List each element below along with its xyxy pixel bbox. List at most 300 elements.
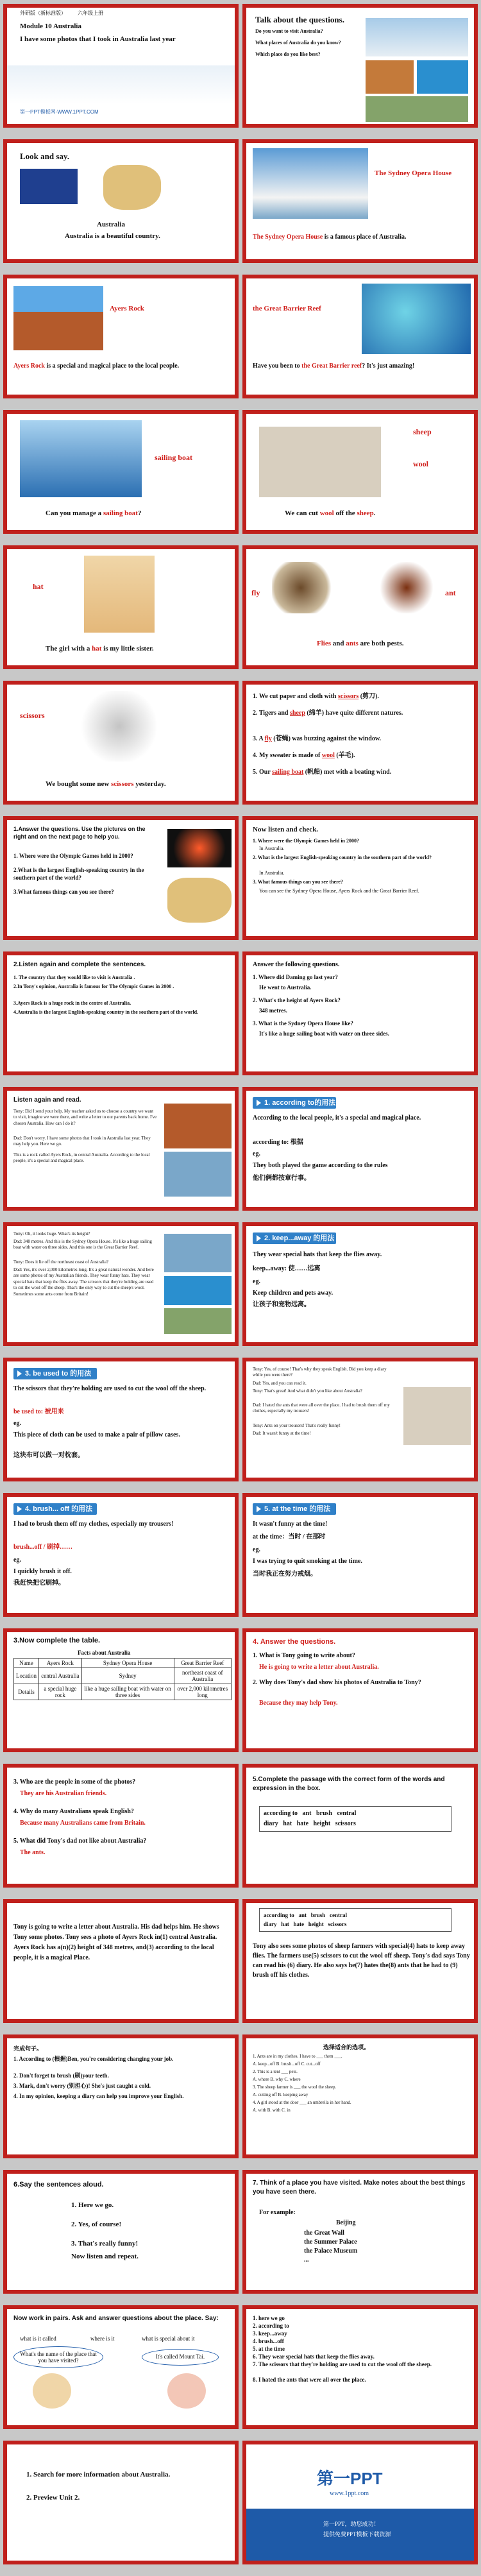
dialog-3: Tony: Does it lie off the northeast coast of Australia? [13, 1259, 109, 1265]
slide-15[interactable] [3, 951, 239, 1075]
slide-10[interactable] [242, 545, 478, 669]
a27-2: Because many Australians came from Britain. [20, 1820, 146, 1827]
arrow-icon [257, 1506, 261, 1512]
place-item-1: the Great Wall [304, 2230, 344, 2237]
ayers-rock-sentence [13, 362, 232, 371]
slide-31[interactable] [3, 2034, 239, 2158]
child-figure-1 [33, 2373, 71, 2409]
ayers-red: Ayers Rock [13, 363, 45, 370]
slide-8[interactable] [242, 410, 478, 534]
sheep-red: sheep [357, 509, 374, 517]
dialog-2: Dad: 348 metres. And this is the Sydney Opera House. It's like a huge sailing boat with water on three sides. And this one is the Great Barrier Reef. [13, 1239, 152, 1250]
q13-2: 2.What is the largest English-speaking country in the southern part of the world? [13, 867, 144, 882]
word-box-2 [259, 1908, 451, 1932]
complete-2: 2.In Tony's opinion, Australia is famous for The Olympic Games in 2000 . [13, 984, 174, 989]
row-12 [0, 1493, 481, 1617]
a26-2: Because they may help Tony. [259, 1700, 338, 1707]
wool-label: wool [413, 459, 428, 468]
ayers-rest: is a special and magical place to the local people. [44, 363, 180, 370]
pests-post: are both pests. [358, 640, 404, 647]
hat-red: hat [92, 645, 102, 653]
slide-38[interactable] [242, 2441, 478, 2564]
a27-1: They are his Australian friends. [20, 1790, 107, 1797]
check-3: 3. What famous things can you see there? [253, 879, 344, 885]
used-to-bar [13, 1368, 97, 1379]
say-aloud-title: 6.Say the sentences aloud. [13, 2181, 104, 2188]
answer-instruction: 1.Answer the questions. Use the pictures on the right and on the next page to help you. [13, 826, 146, 840]
grade-line: 六年级上册 [78, 10, 103, 16]
scissors-post: yesterday. [133, 780, 166, 788]
fill-2-post: (绵羊) have quite different natures. [305, 710, 403, 717]
check-2: 2. What is the largest English-speaking country in the southern part of the world? [253, 855, 432, 860]
check-1: 1. Where were the Olympic Games held in 2000? [253, 838, 359, 844]
choose-4: 4. A girl stood at the door ___ an umbrella in her hand. [253, 2100, 351, 2105]
word: ant [302, 1810, 312, 1817]
question-2: What places of Australia do you know? [255, 40, 341, 46]
hat-label: hat [33, 582, 44, 591]
slide-23[interactable] [3, 1493, 239, 1617]
choose-1: 1. Ants are in my clothes. I have to ___ them ___. [253, 2054, 342, 2059]
fill-5-pre: 5. Our [253, 769, 273, 776]
table-cell: northeast coast of Australia [174, 1668, 231, 1684]
slide-5[interactable] [3, 275, 239, 398]
dialog-photo-2 [164, 1276, 232, 1305]
q13-1: 1. Where were the Olympic Games held in 2000? [13, 853, 133, 859]
cover-image [7, 65, 235, 104]
slide-7[interactable] [3, 410, 239, 534]
cover-sentence: I have some photos that I took in Australia last year [20, 35, 176, 43]
word: central [337, 1810, 357, 1817]
facts-table [13, 1658, 232, 1700]
map-photo [167, 878, 232, 923]
reef-post: ? It's just amazing! [362, 363, 415, 370]
used-eg: eg. [13, 1420, 21, 1427]
q26-2: 2. Why does Tony's dad show his photos of Australia to Tony? [253, 1679, 421, 1686]
summary-1: 1. here we go [253, 2315, 285, 2321]
brush-note: brush...off / 刷掉…… [13, 1544, 72, 1551]
australia-flag [20, 169, 78, 204]
table-title-instruction: 3.Now complete the table. [13, 1637, 101, 1644]
wool-post: . [373, 509, 376, 517]
passage-1: Tony is going to write a letter about Australia. His dad helps him. He shows Tony some photos. Tony sees a photo of Ayers Rock in(1) central Australia. Ayers Rock has a(n)(2) height of 348 metres, and(3) according to the local people, it is a magical Place. [13, 1923, 219, 1961]
reef-image [417, 60, 468, 94]
slide-25[interactable] [3, 1628, 239, 1752]
row-8 [0, 951, 481, 1075]
q27-3: 5. What did Tony's dad not like about Australia? [13, 1838, 147, 1845]
row-15 [0, 1899, 481, 2023]
row-6 [0, 681, 481, 805]
talk-title: Talk about the questions. [255, 15, 344, 24]
table-header: Name [14, 1659, 39, 1668]
read-2: Dad: Don't worry. I have some photos that I took in Australia last year. They may help you. Here we go. [13, 1136, 151, 1147]
slide-32[interactable] [242, 2034, 478, 2158]
girl-hat-photo [84, 556, 155, 633]
opera-house-photo [253, 148, 368, 219]
wool-mid: off the [333, 509, 357, 517]
word: hat [283, 1820, 292, 1827]
brush-eg: eg. [13, 1557, 21, 1564]
fill-line-2 [253, 709, 471, 718]
row-16 [0, 2034, 481, 2158]
table-cell: Location [14, 1668, 39, 1684]
say-2: 2. Yes, of course! [71, 2221, 122, 2228]
keep-translation: 让孩子和宠物远离。 [253, 1301, 310, 1308]
sailing-sentence [46, 509, 141, 518]
word: hat [281, 1921, 289, 1928]
slide-27[interactable] [3, 1764, 239, 1888]
pair-q3: what is special about it [142, 2335, 195, 2342]
read-1: Tony: Did I send your help. My teacher asked us to choose a country we want to visit, imagine we were there, and write a letter to our parents back home. I've chosen Australia. How can I do it? [13, 1109, 157, 1126]
fill-5-answer: sailing boat [272, 769, 304, 776]
speech-bubble-2: It's called Mount Tai. [142, 2349, 219, 2366]
cs-2: 2. Don't forget to brush (刷)your teeth. [13, 2072, 109, 2079]
slide-35[interactable] [3, 2305, 239, 2429]
ppt-line-1: 第一PPT，助您成功！ [323, 2521, 380, 2527]
dialog-photo-3 [164, 1308, 232, 1334]
summary-4: 4. brush...off [253, 2338, 284, 2344]
slide-2[interactable] [242, 4, 478, 128]
hat-sentence [46, 644, 154, 654]
slide-34[interactable] [242, 2170, 478, 2294]
slide-26[interactable] [242, 1628, 478, 1752]
row-1 [0, 4, 481, 128]
slide-13[interactable] [3, 816, 239, 940]
pests-sentence [317, 639, 404, 649]
slide-20[interactable] [242, 1222, 478, 1346]
choose-2: 2. This is a tent ___ pets. [253, 2069, 298, 2074]
row-4 [0, 410, 481, 534]
row-3 [0, 275, 481, 398]
passage-instruction: 5.Complete the passage with the correct form of the words and expression in the box. [253, 1776, 445, 1792]
row-5 [0, 545, 481, 669]
word: scissors [328, 1921, 347, 1928]
dialog-photo-1 [164, 1234, 232, 1272]
word: brush [316, 1810, 332, 1817]
time-translation: 当时我正在努力戒烟。 [253, 1571, 317, 1578]
pair-q2: where is it [90, 2335, 115, 2342]
fill-3-post: (苍蝇) was buzzing against the window. [271, 735, 382, 742]
word: according to [264, 1912, 294, 1918]
sailing-boat-label: sailing boat [155, 453, 193, 462]
complete-3: 3.Ayers Rock is a huge rock in the centre of Australia. [13, 1000, 131, 1006]
slide-11[interactable] [3, 681, 239, 805]
summary-3: 3. keep...away [253, 2330, 287, 2337]
ant-label: ant [445, 588, 456, 597]
cs-4: 4. In my opinion, keeping a diary can help you improve your English. [13, 2093, 184, 2099]
cover-footer: 第一PPT模板网-WWW.1PPT.COM [20, 109, 99, 115]
table-cell: Sydney [81, 1668, 174, 1684]
dialog22-1: Tony: Yes, of course! That's why they speak English. Did you keep a diary while you were there? [253, 1367, 387, 1378]
word: central [330, 1912, 348, 1918]
opera-house-image [366, 18, 468, 56]
fill-2-pre: 2. Tigers and [253, 710, 290, 717]
arrow-icon [257, 1100, 261, 1106]
word: height [308, 1921, 324, 1928]
choose-2-opts: A. where B. why C. where [253, 2077, 301, 2082]
pests-mid: and [331, 640, 346, 647]
dialog22-3: Tony: That's great! And what didn't you like about Australia? [253, 1388, 362, 1394]
arrow-icon [17, 1506, 22, 1512]
fill-line-4 [253, 751, 471, 760]
opera-house-label: The Sydney Opera House [375, 169, 452, 177]
cs-3: 3. Mark, don't worry (别担心)! She's just caught a cold. [13, 2083, 151, 2089]
ant-photo [375, 562, 439, 613]
sailing-red: sailing boat [103, 509, 138, 517]
slide-16[interactable] [242, 951, 478, 1075]
according-eg: eg. [253, 1150, 260, 1157]
scissors-photo [78, 691, 161, 762]
facts-table-title: Facts about Australia [78, 1650, 131, 1656]
say-3: 3. That's really funny! [71, 2240, 139, 2248]
check-1-answer: In Australia. [259, 846, 285, 851]
place-item-3: the Palace Museum [304, 2248, 358, 2255]
sailing-boat-photo [20, 420, 142, 497]
listen-read-title: Listen again and read. [13, 1096, 81, 1104]
row-13 [0, 1628, 481, 1752]
homework-2: 2. Preview Unit 2. [26, 2494, 80, 2502]
table-row [14, 1684, 232, 1700]
reef-sentence [253, 362, 471, 371]
think-place-title: 7. Think of a place you have visited. Make notes about the best things you have seen there. [253, 2179, 466, 2196]
table-row [14, 1668, 232, 1684]
choose-4-opts: A. with B. with C. in [253, 2108, 291, 2113]
dialog22-6: Dad: It wasn't funny at the time! [253, 1431, 311, 1436]
question-3: Which place do you like best? [255, 51, 321, 57]
wool-red: wool [319, 509, 334, 517]
row-10 [0, 1222, 481, 1346]
keep-example: Keep children and pets away. [253, 1290, 333, 1297]
australia-sentence: Australia is a beautiful country. [65, 232, 160, 240]
ppt-line-2: 提供免费PPT模板下载资源 [323, 2531, 391, 2538]
slide-3[interactable] [3, 139, 239, 263]
brush-off-bar-label: 4. brush... off 的用法 [25, 1505, 93, 1513]
pair-work-title: Now work in pairs. Ask and answer questions about the place. Say: [13, 2315, 219, 2322]
opera-house-red: The Sydney Opera House [253, 234, 323, 241]
a27-3: The ants. [20, 1849, 46, 1856]
cs-1: 1. According to (根据)Ben, you're considering changing your job. [13, 2056, 174, 2062]
slide-29[interactable] [3, 1899, 239, 2023]
slide-1[interactable] [3, 4, 239, 128]
choose-3: 3. The sheep farmer is ___ the wool the sheep. [253, 2085, 337, 2090]
module-title: Module 10 Australia [20, 22, 81, 30]
q26-1: 1. What is Tony going to write about? [253, 1652, 355, 1659]
fill-line-3 [253, 735, 471, 744]
fill-3-answer: fly [264, 735, 272, 742]
fill-4-pre: 4. My sweater is made of [253, 752, 322, 759]
table-header-row [14, 1659, 232, 1668]
ayers-rock-label: Ayers Rock [110, 305, 144, 312]
slide-9[interactable] [3, 545, 239, 669]
word: diary [264, 1820, 278, 1827]
table-cell: a special huge rock [39, 1684, 82, 1700]
place-item-2: the Summer Palace [304, 2239, 357, 2246]
scissors-red: scissors [111, 780, 134, 788]
fly-photo [272, 562, 336, 613]
scissors-sentence [46, 780, 166, 789]
slide-21[interactable] [3, 1358, 239, 1481]
opera-house-rest: is a famous place of Australia. [323, 234, 407, 241]
summary-5: 5. at the time [253, 2346, 285, 2352]
pair-q1: what is it called [20, 2335, 56, 2342]
read-photo-2 [164, 1152, 232, 1197]
q27-2: 4. Why do many Australians speak English? [13, 1808, 134, 1815]
a16-3a: It's like a huge sailing boat with water on three sides. [259, 1030, 389, 1037]
a16-2a: 348 metres. [259, 1007, 287, 1014]
publisher-line: 外研版（新标准版） [20, 10, 66, 16]
according-note: according to: 根据 [253, 1139, 303, 1146]
reef-pre: Have you been to [253, 363, 302, 370]
fill-2-answer: sheep [289, 710, 305, 717]
word: diary [264, 1921, 277, 1928]
slide-6[interactable] [242, 275, 478, 398]
word: according to [264, 1810, 298, 1817]
slide-30[interactable] [242, 1899, 478, 2023]
read-photo-1 [164, 1104, 232, 1148]
dialog-4: Dad: Yes, it's over 2,000 kilometres long. It's a great natural wonder. And here are some photos of my Australian friends. They wear funny hats. They wear special hats that keep the flies away. The scissors that they're holding are used to cut the wool off the sheep. That's the only way to cut the sheep's wool. Sometimes some ants come from Britain! [13, 1267, 154, 1297]
child-figure-2 [167, 2373, 206, 2409]
table-header: Ayers Rock [39, 1659, 82, 1668]
fill-1-post: (剪刀). [359, 693, 379, 700]
row-19 [0, 2441, 481, 2564]
sailing-pre: Can you manage a [46, 509, 103, 517]
row-2 [0, 139, 481, 263]
q27-1: 3. Who are the people in some of the photos? [13, 1778, 136, 1786]
keep-eg: eg. [253, 1278, 260, 1285]
flies-red: Flies [317, 640, 331, 647]
row-18 [0, 2305, 481, 2429]
slide-37[interactable] [3, 2441, 239, 2564]
at-the-time-bar [253, 1503, 336, 1515]
scissors-label: scissors [20, 711, 45, 720]
arrow-icon [257, 1235, 261, 1241]
slide-18[interactable] [242, 1087, 478, 1211]
brush-off-bar [13, 1503, 97, 1515]
brush-sentence: I had to brush them off my clothes, especially my trousers! [13, 1521, 174, 1528]
summary-2: 2. according to [253, 2323, 289, 2329]
table-cell: like a huge sailing boat with water on three sides [81, 1684, 174, 1700]
answer-q-title: 4. Answer the questions. [253, 1638, 336, 1646]
used-note: be used to: 被用来 [13, 1408, 64, 1415]
slide-28[interactable] [242, 1764, 478, 1888]
word-box [259, 1806, 451, 1832]
speech-bubble-1: What's the name of the place that you have visited? [13, 2346, 103, 2368]
slide-24[interactable] [242, 1493, 478, 1617]
row-11 [0, 1358, 481, 1481]
fill-3-pre: 3. A [253, 735, 265, 742]
wool-sentence [285, 509, 375, 518]
choose-1-opts: A. keep...off B. brush...off C. cut...off [253, 2061, 321, 2067]
wool-pre: We can cut [285, 509, 320, 517]
slide-19[interactable] [3, 1222, 239, 1346]
table-header: Great Barrier Reef [174, 1659, 231, 1668]
reef-photo [362, 284, 471, 354]
fill-line-5 [253, 768, 471, 777]
ayers-rock-photo [13, 286, 103, 350]
summary-6: 6. They wear special hats that keep the flies away. [253, 2353, 375, 2360]
according-to-bar [253, 1097, 336, 1109]
keep-away-bar [253, 1233, 336, 1244]
dialog22-2: Dad: Yes, and you can read it. [253, 1381, 307, 1386]
answer-following-title: Answer the following questions. [253, 961, 340, 968]
according-bar-label: 1. according to的用法 [264, 1099, 336, 1107]
fireworks-photo [167, 829, 232, 867]
hat-pre: The girl with a [46, 645, 92, 653]
passage-2: Tony also sees some photos of sheep farmers with special(4) hats to keep away flies. The farmers use(5) scissors to cut the wool off sheep. Tony's dad says Tony can read his (6) diary. He also says he(7) hates the(8) ants that he had to (9) brush off his clothes. [253, 1943, 470, 1979]
scissors-pre: We bought some new [46, 780, 112, 788]
summary-7: 7. The scissors that they're holding are used to cut the wool off the sheep. [253, 2361, 432, 2367]
brush-translation: 我赶快把它刷掉。 [13, 1580, 65, 1587]
dialog-1: Tony: Oh, it looks huge. What's its height? [13, 1231, 90, 1236]
fill-1-pre: 1. We cut paper and cloth with [253, 693, 338, 700]
slide-4[interactable] [242, 139, 478, 263]
row-9 [0, 1087, 481, 1211]
reef-red: the Great Barrier reef [301, 363, 362, 370]
listen-check-title: Now listen and check. [253, 826, 319, 833]
complete-4: 4.Australia is the largest English-speaking country in the southern part of the world. [13, 1009, 199, 1015]
fill-1-answer: scissors [337, 693, 359, 700]
slide-36[interactable] [242, 2305, 478, 2429]
opera-house-sentence [253, 233, 471, 242]
reef-label: the Great Barrier Reef [253, 305, 321, 312]
time-sentence: It wasn't funny at the time! [253, 1521, 328, 1528]
keep-sentence: They wear special hats that keep the flies away. [253, 1251, 382, 1258]
time-note: at the time：当时 / 在那时 [253, 1533, 326, 1540]
a16-1q: 1. Where did Daming go last year? [253, 974, 338, 980]
used-to-bar-label: 3. be used to 的用法 [25, 1370, 92, 1378]
slide-22[interactable] [242, 1358, 478, 1481]
table-cell: central Australia [39, 1668, 82, 1684]
complete-sentences-title: 完成句子。 [13, 2045, 43, 2052]
question-1: Do you want to visit Australia? [255, 28, 323, 34]
sailing-post: ? [137, 509, 142, 517]
ppt-logo: 第一PPT [317, 2469, 383, 2488]
used-translation: 这块布可以做一对枕套。 [13, 1452, 84, 1459]
according-translation: 他们俩都按章行事。 [253, 1175, 310, 1182]
sheep-photo [259, 427, 381, 497]
check-3-answer: You can see the Sydney Opera House, Ayers Rock and the Great Barrier Reef. [259, 888, 419, 894]
time-example: I was trying to quit smoking at the time. [253, 1558, 362, 1565]
row-14 [0, 1764, 481, 1888]
fill-line-1 [253, 692, 471, 701]
a16-3q: 3. What is the Sydney Opera House like? [253, 1020, 353, 1027]
a26-1: He is going to write a letter about Australia. [259, 1664, 379, 1671]
word: ant [298, 1912, 307, 1918]
complete-1: 1. The country that they would like to visit is Australia . [13, 975, 135, 980]
at-the-time-bar-label: 5. at the time 的用法 [264, 1505, 331, 1513]
table-cell: Details [14, 1684, 39, 1700]
sheep-image [366, 96, 468, 122]
homework-1: 1. Search for more information about Australia. [26, 2471, 171, 2478]
australia-label: Australia [97, 221, 125, 228]
slide-17[interactable] [3, 1087, 239, 1211]
rock-image [366, 60, 414, 94]
used-example: This piece of cloth can be used to make a pair of pillow cases. [13, 1431, 180, 1438]
fill-4-post: (羊毛). [334, 752, 355, 759]
slide-14[interactable] [242, 816, 478, 940]
slide-12[interactable] [242, 681, 478, 805]
according-example: They both played the game according to the rules [253, 1162, 388, 1169]
a16-1a: He went to Australia. [259, 984, 312, 991]
a16-2q: 2. What's the height of Ayers Rock? [253, 997, 341, 1003]
ppt-url: www.1ppt.com [330, 2490, 369, 2497]
row-17 [0, 2170, 481, 2294]
keep-note: keep...away: 使……远离 [253, 1265, 321, 1272]
time-eg: eg. [253, 1546, 260, 1553]
fly-label: fly [251, 588, 260, 597]
fill-5-post: (帆船) met with a beating wind. [303, 769, 392, 776]
word: brush [310, 1912, 326, 1918]
slide-33[interactable] [3, 2170, 239, 2294]
